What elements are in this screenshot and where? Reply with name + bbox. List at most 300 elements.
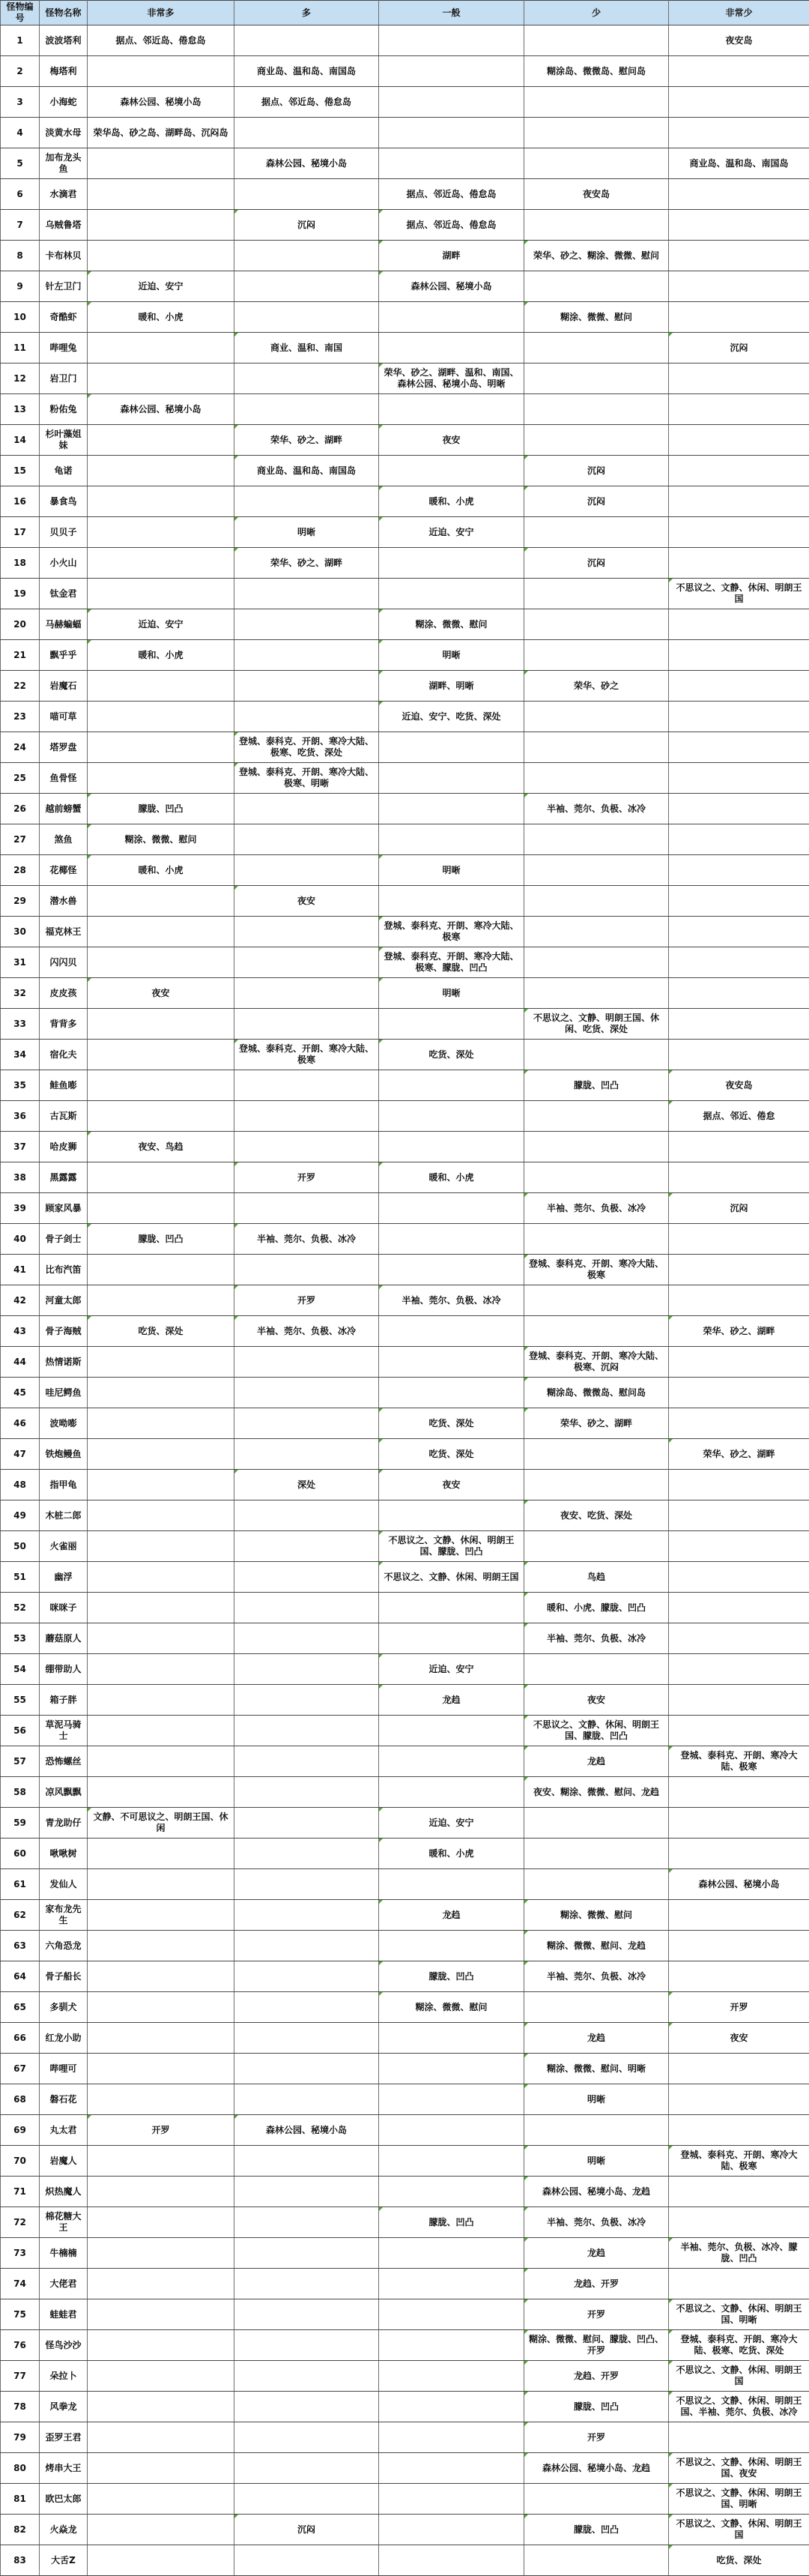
freq-normal-cell[interactable]: 荣华、砂之、湖畔、温和、南国、森林公园、秘境小岛、明晰 <box>379 364 524 394</box>
freq-very-few-cell[interactable] <box>669 2269 809 2299</box>
monster-name-cell[interactable]: 草泥马骑士 <box>40 1716 88 1746</box>
freq-very-few-cell[interactable] <box>669 1562 809 1593</box>
freq-very-few-cell[interactable] <box>669 1808 809 1839</box>
freq-few-cell[interactable] <box>524 1654 669 1685</box>
freq-very-many-cell[interactable]: 暖和、小虎 <box>88 302 234 333</box>
freq-very-many-cell[interactable] <box>88 2484 234 2515</box>
monster-name-cell[interactable]: 飘乎乎 <box>40 640 88 671</box>
freq-few-cell[interactable] <box>524 118 669 148</box>
freq-normal-cell[interactable] <box>379 2422 524 2453</box>
freq-normal-cell[interactable] <box>379 25 524 56</box>
freq-many-cell[interactable] <box>234 2361 379 2392</box>
freq-normal-cell[interactable] <box>379 1777 524 1808</box>
monster-id-cell[interactable]: 33 <box>1 1009 40 1040</box>
freq-few-cell[interactable]: 朦胧、凹凸 <box>524 2515 669 2545</box>
monster-id-cell[interactable]: 50 <box>1 1531 40 1562</box>
monster-name-cell[interactable]: 发仙人 <box>40 1869 88 1900</box>
freq-normal-cell[interactable] <box>379 1070 524 1101</box>
monster-name-cell[interactable]: 铁炮鳗鱼 <box>40 1439 88 1470</box>
freq-normal-cell[interactable] <box>379 732 524 763</box>
freq-very-many-cell[interactable] <box>88 1685 234 1716</box>
freq-very-few-cell[interactable] <box>669 763 809 794</box>
freq-very-few-cell[interactable] <box>669 794 809 824</box>
monster-name-cell[interactable]: 蛙蛙君 <box>40 2299 88 2330</box>
freq-few-cell[interactable]: 朦胧、凹凸 <box>524 1070 669 1101</box>
freq-many-cell[interactable] <box>234 271 379 302</box>
monster-name-cell[interactable]: 卡布林贝 <box>40 241 88 271</box>
freq-very-few-cell[interactable] <box>669 1408 809 1439</box>
freq-many-cell[interactable] <box>234 1562 379 1593</box>
monster-id-cell[interactable]: 7 <box>1 210 40 241</box>
freq-few-cell[interactable]: 半袖、莞尔、负极、冰冷 <box>524 1623 669 1654</box>
freq-very-few-cell[interactable] <box>669 1839 809 1869</box>
freq-many-cell[interactable] <box>234 917 379 947</box>
monster-name-cell[interactable]: 哇尼鳄鱼 <box>40 1378 88 1408</box>
freq-very-few-cell[interactable] <box>669 87 809 118</box>
freq-few-cell[interactable]: 森林公园、秘境小岛、龙趋 <box>524 2177 669 2207</box>
freq-many-cell[interactable]: 登城、泰科克、开朗、寒冷大陆、极寒、明晰 <box>234 763 379 794</box>
freq-normal-cell[interactable] <box>379 2299 524 2330</box>
freq-few-cell[interactable] <box>524 517 669 548</box>
freq-very-few-cell[interactable] <box>669 394 809 425</box>
freq-many-cell[interactable]: 商业岛、温和岛、南国岛 <box>234 456 379 486</box>
freq-very-few-cell[interactable] <box>669 886 809 917</box>
freq-very-few-cell[interactable] <box>669 917 809 947</box>
monster-id-cell[interactable]: 27 <box>1 824 40 855</box>
freq-few-cell[interactable]: 登城、泰科克、开朗、寒冷大陆、极寒 <box>524 1255 669 1285</box>
freq-many-cell[interactable] <box>234 486 379 517</box>
freq-normal-cell[interactable]: 明晰 <box>379 855 524 886</box>
monster-id-cell[interactable]: 68 <box>1 2084 40 2115</box>
monster-name-cell[interactable]: 怪鸟沙沙 <box>40 2330 88 2361</box>
freq-very-few-cell[interactable] <box>669 947 809 978</box>
freq-many-cell[interactable]: 据点、邻近岛、倦怠岛 <box>234 87 379 118</box>
monster-id-cell[interactable]: 46 <box>1 1408 40 1439</box>
freq-many-cell[interactable] <box>234 1623 379 1654</box>
freq-few-cell[interactable] <box>524 1531 669 1562</box>
freq-very-many-cell[interactable] <box>88 1285 234 1316</box>
freq-many-cell[interactable] <box>234 1992 379 2023</box>
monster-id-cell[interactable]: 44 <box>1 1347 40 1378</box>
monster-name-cell[interactable]: 顾家风暴 <box>40 1193 88 1224</box>
monster-id-cell[interactable]: 22 <box>1 671 40 702</box>
monster-id-cell[interactable]: 64 <box>1 1961 40 1992</box>
freq-normal-cell[interactable]: 夜安 <box>379 425 524 456</box>
freq-many-cell[interactable]: 开罗 <box>234 1285 379 1316</box>
freq-very-many-cell[interactable] <box>88 1070 234 1101</box>
freq-very-few-cell[interactable] <box>669 1040 809 1070</box>
freq-very-many-cell[interactable]: 暖和、小虎 <box>88 640 234 671</box>
freq-many-cell[interactable] <box>234 1009 379 1040</box>
monster-name-cell[interactable]: 红龙小助 <box>40 2023 88 2054</box>
freq-normal-cell[interactable] <box>379 763 524 794</box>
freq-normal-cell[interactable]: 近迫、安宁 <box>379 1654 524 1685</box>
monster-id-cell[interactable]: 78 <box>1 2392 40 2422</box>
freq-normal-cell[interactable] <box>379 2484 524 2515</box>
freq-very-few-cell[interactable] <box>669 1961 809 1992</box>
freq-normal-cell[interactable] <box>379 2146 524 2177</box>
monster-name-cell[interactable]: 背背多 <box>40 1009 88 1040</box>
freq-very-few-cell[interactable]: 沉闷 <box>669 1193 809 1224</box>
freq-normal-cell[interactable] <box>379 1716 524 1746</box>
freq-very-few-cell[interactable]: 登城、泰科克、开朗、寒冷大陆、极寒 <box>669 2146 809 2177</box>
freq-normal-cell[interactable]: 夜安 <box>379 1470 524 1500</box>
freq-normal-cell[interactable]: 近迫、安宁 <box>379 1808 524 1839</box>
freq-very-many-cell[interactable]: 夜安、鸟趋 <box>88 1132 234 1162</box>
freq-many-cell[interactable]: 夜安 <box>234 886 379 917</box>
freq-many-cell[interactable]: 登城、泰科克、开朗、寒冷大陆、极寒 <box>234 1040 379 1070</box>
monster-id-cell[interactable]: 49 <box>1 1500 40 1531</box>
monster-name-cell[interactable]: 塔罗盘 <box>40 732 88 763</box>
freq-very-few-cell[interactable] <box>669 1470 809 1500</box>
freq-very-few-cell[interactable] <box>669 2084 809 2115</box>
freq-very-many-cell[interactable]: 朦胧、凹凸 <box>88 1224 234 1255</box>
freq-many-cell[interactable] <box>234 2084 379 2115</box>
freq-very-few-cell[interactable] <box>669 671 809 702</box>
freq-very-many-cell[interactable] <box>88 1961 234 1992</box>
freq-many-cell[interactable]: 深处 <box>234 1470 379 1500</box>
freq-very-few-cell[interactable]: 夜安 <box>669 2023 809 2054</box>
monster-id-cell[interactable]: 14 <box>1 425 40 456</box>
freq-many-cell[interactable] <box>234 1961 379 1992</box>
freq-normal-cell[interactable]: 森林公园、秘境小岛 <box>379 271 524 302</box>
freq-very-few-cell[interactable]: 吃货、深处 <box>669 2545 809 2576</box>
freq-very-few-cell[interactable] <box>669 2054 809 2084</box>
freq-very-few-cell[interactable] <box>669 2177 809 2207</box>
freq-very-many-cell[interactable] <box>88 1654 234 1685</box>
freq-very-few-cell[interactable] <box>669 640 809 671</box>
monster-name-cell[interactable]: 杉叶藻姐妹 <box>40 425 88 456</box>
monster-id-cell[interactable]: 66 <box>1 2023 40 2054</box>
freq-very-few-cell[interactable] <box>669 1654 809 1685</box>
monster-id-cell[interactable]: 34 <box>1 1040 40 1070</box>
freq-very-many-cell[interactable] <box>88 148 234 179</box>
freq-very-few-cell[interactable] <box>669 56 809 87</box>
freq-very-many-cell[interactable] <box>88 1500 234 1531</box>
freq-few-cell[interactable] <box>524 1869 669 1900</box>
monster-id-cell[interactable]: 39 <box>1 1193 40 1224</box>
monster-id-cell[interactable]: 71 <box>1 2177 40 2207</box>
monster-id-cell[interactable]: 67 <box>1 2054 40 2084</box>
monster-name-cell[interactable]: 骨子海贼 <box>40 1316 88 1347</box>
freq-normal-cell[interactable] <box>379 886 524 917</box>
freq-very-many-cell[interactable] <box>88 1162 234 1193</box>
monster-id-cell[interactable]: 3 <box>1 87 40 118</box>
freq-few-cell[interactable]: 荣华、砂之、糊涂、微微、慰问 <box>524 241 669 271</box>
freq-normal-cell[interactable]: 不思议之、文静、休闲、明朗王国 <box>379 1562 524 1593</box>
monster-name-cell[interactable]: 皮皮孩 <box>40 978 88 1009</box>
freq-normal-cell[interactable]: 明晰 <box>379 978 524 1009</box>
freq-normal-cell[interactable] <box>379 87 524 118</box>
freq-normal-cell[interactable] <box>379 2515 524 2545</box>
freq-few-cell[interactable] <box>524 333 669 364</box>
monster-name-cell[interactable]: 热情诺斯 <box>40 1347 88 1378</box>
freq-normal-cell[interactable] <box>379 2545 524 2576</box>
monster-id-cell[interactable]: 40 <box>1 1224 40 1255</box>
freq-few-cell[interactable]: 龙趋 <box>524 2023 669 2054</box>
freq-few-cell[interactable] <box>524 2115 669 2146</box>
monster-id-cell[interactable]: 12 <box>1 364 40 394</box>
monster-id-cell[interactable]: 65 <box>1 1992 40 2023</box>
freq-very-few-cell[interactable] <box>669 1255 809 1285</box>
freq-normal-cell[interactable]: 龙趋 <box>379 1685 524 1716</box>
freq-few-cell[interactable]: 半袖、莞尔、负极、冰冷 <box>524 794 669 824</box>
freq-very-few-cell[interactable] <box>669 1931 809 1961</box>
freq-very-many-cell[interactable] <box>88 179 234 210</box>
freq-many-cell[interactable] <box>234 2422 379 2453</box>
freq-few-cell[interactable] <box>524 425 669 456</box>
freq-very-few-cell[interactable] <box>669 548 809 579</box>
monster-id-cell[interactable]: 36 <box>1 1101 40 1132</box>
freq-normal-cell[interactable] <box>379 1593 524 1623</box>
freq-few-cell[interactable] <box>524 886 669 917</box>
freq-normal-cell[interactable] <box>379 2361 524 2392</box>
freq-very-few-cell[interactable] <box>669 210 809 241</box>
freq-many-cell[interactable] <box>234 302 379 333</box>
freq-normal-cell[interactable]: 近迫、安宁 <box>379 517 524 548</box>
monster-name-cell[interactable]: 箱子胖 <box>40 1685 88 1716</box>
monster-name-cell[interactable]: 乌贼鲁塔 <box>40 210 88 241</box>
freq-few-cell[interactable] <box>524 1439 669 1470</box>
freq-few-cell[interactable] <box>524 978 669 1009</box>
freq-normal-cell[interactable] <box>379 2084 524 2115</box>
monster-name-cell[interactable]: 波呦嘭 <box>40 1408 88 1439</box>
freq-many-cell[interactable] <box>234 978 379 1009</box>
freq-normal-cell[interactable] <box>379 548 524 579</box>
freq-very-many-cell[interactable] <box>88 702 234 732</box>
freq-very-many-cell[interactable] <box>88 333 234 364</box>
freq-many-cell[interactable]: 商业、温和、南国 <box>234 333 379 364</box>
freq-very-few-cell[interactable] <box>669 1162 809 1193</box>
freq-many-cell[interactable] <box>234 855 379 886</box>
freq-normal-cell[interactable] <box>379 1347 524 1378</box>
freq-normal-cell[interactable]: 近迫、安宁、吃货、深处 <box>379 702 524 732</box>
freq-normal-cell[interactable] <box>379 1316 524 1347</box>
freq-many-cell[interactable] <box>234 579 379 609</box>
freq-many-cell[interactable] <box>234 2299 379 2330</box>
freq-few-cell[interactable]: 糊涂、微微、慰问、明晰 <box>524 2054 669 2084</box>
freq-few-cell[interactable]: 糊涂岛、微微岛、慰问岛 <box>524 56 669 87</box>
monster-name-cell[interactable]: 哔哩可 <box>40 2054 88 2084</box>
freq-few-cell[interactable]: 沉闷 <box>524 548 669 579</box>
freq-few-cell[interactable]: 夜安 <box>524 1685 669 1716</box>
freq-normal-cell[interactable] <box>379 579 524 609</box>
freq-normal-cell[interactable]: 吃货、深处 <box>379 1439 524 1470</box>
freq-very-few-cell[interactable]: 不思议之、文静、休闲、明朗王国、半袖、莞尔、负极、冰冷 <box>669 2392 809 2422</box>
monster-name-cell[interactable]: 炽热魔人 <box>40 2177 88 2207</box>
monster-id-cell[interactable]: 43 <box>1 1316 40 1347</box>
freq-very-many-cell[interactable] <box>88 1347 234 1378</box>
monster-id-cell[interactable]: 77 <box>1 2361 40 2392</box>
freq-many-cell[interactable] <box>234 1839 379 1869</box>
freq-few-cell[interactable] <box>524 640 669 671</box>
monster-name-cell[interactable]: 龟诺 <box>40 456 88 486</box>
freq-many-cell[interactable] <box>234 1132 379 1162</box>
monster-name-cell[interactable]: 绷带助人 <box>40 1654 88 1685</box>
freq-very-many-cell[interactable] <box>88 1408 234 1439</box>
monster-name-cell[interactable]: 哔哩兔 <box>40 333 88 364</box>
monster-name-cell[interactable]: 煞鱼 <box>40 824 88 855</box>
freq-normal-cell[interactable] <box>379 1746 524 1777</box>
freq-few-cell[interactable]: 半袖、莞尔、负极、冰冷 <box>524 1193 669 1224</box>
monster-name-cell[interactable]: 福克林王 <box>40 917 88 947</box>
monster-id-cell[interactable]: 58 <box>1 1777 40 1808</box>
monster-name-cell[interactable]: 花椰怪 <box>40 855 88 886</box>
freq-few-cell[interactable] <box>524 1040 669 1070</box>
freq-few-cell[interactable] <box>524 824 669 855</box>
freq-normal-cell[interactable]: 湖畔、明晰 <box>379 671 524 702</box>
freq-very-many-cell[interactable]: 夜安 <box>88 978 234 1009</box>
freq-few-cell[interactable]: 龙趋、开罗 <box>524 2269 669 2299</box>
monster-name-cell[interactable]: 棉花糖大王 <box>40 2207 88 2238</box>
freq-normal-cell[interactable]: 登城、泰科克、开朗、寒冷大陆、极寒 <box>379 917 524 947</box>
monster-id-cell[interactable]: 30 <box>1 917 40 947</box>
monster-name-cell[interactable]: 恐怖螺丝 <box>40 1746 88 1777</box>
freq-very-many-cell[interactable] <box>88 1562 234 1593</box>
freq-few-cell[interactable] <box>524 1808 669 1839</box>
freq-few-cell[interactable] <box>524 1224 669 1255</box>
freq-few-cell[interactable]: 开罗 <box>524 2299 669 2330</box>
freq-very-many-cell[interactable]: 文静、不可思议之、明朗王国、休闲 <box>88 1808 234 1839</box>
freq-very-few-cell[interactable]: 荣华、砂之、湖畔 <box>669 1316 809 1347</box>
monster-id-cell[interactable]: 19 <box>1 579 40 609</box>
freq-normal-cell[interactable]: 糊涂、微微、慰问 <box>379 1992 524 2023</box>
freq-very-many-cell[interactable] <box>88 2023 234 2054</box>
monster-name-cell[interactable]: 青龙助仔 <box>40 1808 88 1839</box>
monster-name-cell[interactable]: 歪罗王君 <box>40 2422 88 2453</box>
freq-normal-cell[interactable] <box>379 2269 524 2299</box>
freq-very-few-cell[interactable]: 沉闷 <box>669 333 809 364</box>
freq-normal-cell[interactable] <box>379 1224 524 1255</box>
monster-name-cell[interactable]: 火雀丽 <box>40 1531 88 1562</box>
freq-normal-cell[interactable] <box>379 1193 524 1224</box>
freq-very-few-cell[interactable] <box>669 1777 809 1808</box>
freq-normal-cell[interactable] <box>379 1378 524 1408</box>
freq-normal-cell[interactable] <box>379 2115 524 2146</box>
freq-very-many-cell[interactable] <box>88 2207 234 2238</box>
monster-id-cell[interactable]: 5 <box>1 148 40 179</box>
monster-id-cell[interactable]: 37 <box>1 1132 40 1162</box>
monster-id-cell[interactable]: 15 <box>1 456 40 486</box>
monster-id-cell[interactable]: 76 <box>1 2330 40 2361</box>
freq-few-cell[interactable]: 半袖、莞尔、负极、冰冷 <box>524 1961 669 1992</box>
freq-normal-cell[interactable] <box>379 456 524 486</box>
freq-few-cell[interactable]: 荣华、砂之 <box>524 671 669 702</box>
monster-id-cell[interactable]: 31 <box>1 947 40 978</box>
freq-very-few-cell[interactable] <box>669 1900 809 1931</box>
freq-many-cell[interactable] <box>234 179 379 210</box>
monster-name-cell[interactable]: 小火山 <box>40 548 88 579</box>
monster-name-cell[interactable]: 黑露露 <box>40 1162 88 1193</box>
freq-few-cell[interactable]: 不思议之、文静、休闲、明朗王国、朦胧、凹凸 <box>524 1716 669 1746</box>
freq-very-few-cell[interactable]: 不思议之、文静、休闲、明朗王国、明晰 <box>669 2299 809 2330</box>
freq-very-few-cell[interactable] <box>669 2115 809 2146</box>
monster-name-cell[interactable]: 闪闪贝 <box>40 947 88 978</box>
freq-very-few-cell[interactable] <box>669 517 809 548</box>
freq-few-cell[interactable] <box>524 148 669 179</box>
freq-very-few-cell[interactable] <box>669 425 809 456</box>
monster-id-cell[interactable]: 72 <box>1 2207 40 2238</box>
freq-very-many-cell[interactable]: 森林公园、秘境小岛 <box>88 394 234 425</box>
freq-normal-cell[interactable] <box>379 2023 524 2054</box>
freq-very-few-cell[interactable]: 夜安岛 <box>669 25 809 56</box>
freq-very-few-cell[interactable]: 不思议之、文静、休闲、明朗王国、夜安 <box>669 2453 809 2484</box>
freq-very-many-cell[interactable] <box>88 56 234 87</box>
freq-many-cell[interactable] <box>234 1193 379 1224</box>
monster-name-cell[interactable]: 小海蛇 <box>40 87 88 118</box>
freq-normal-cell[interactable] <box>379 56 524 87</box>
freq-few-cell[interactable]: 糊涂岛、微微岛、慰问岛 <box>524 1378 669 1408</box>
monster-name-cell[interactable]: 蘑菇原人 <box>40 1623 88 1654</box>
freq-normal-cell[interactable]: 湖畔 <box>379 241 524 271</box>
freq-normal-cell[interactable]: 登城、泰科克、开朗、寒冷大陆、极寒、朦胧、凹凸 <box>379 947 524 978</box>
freq-very-few-cell[interactable] <box>669 1285 809 1316</box>
monster-name-cell[interactable]: 水滴君 <box>40 179 88 210</box>
freq-few-cell[interactable] <box>524 2484 669 2515</box>
freq-normal-cell[interactable]: 糊涂、微微、慰问 <box>379 609 524 640</box>
freq-many-cell[interactable] <box>234 1500 379 1531</box>
freq-normal-cell[interactable]: 暖和、小虎 <box>379 1839 524 1869</box>
freq-normal-cell[interactable]: 据点、邻近岛、倦怠岛 <box>379 179 524 210</box>
monster-id-cell[interactable]: 32 <box>1 978 40 1009</box>
monster-name-cell[interactable]: 越前螃蟹 <box>40 794 88 824</box>
monster-name-cell[interactable]: 磐石花 <box>40 2084 88 2115</box>
freq-many-cell[interactable] <box>234 1378 379 1408</box>
freq-many-cell[interactable] <box>234 25 379 56</box>
freq-many-cell[interactable] <box>234 2392 379 2422</box>
monster-name-cell[interactable]: 针左卫门 <box>40 271 88 302</box>
freq-few-cell[interactable]: 龙趋 <box>524 2238 669 2269</box>
freq-normal-cell[interactable] <box>379 2177 524 2207</box>
monster-name-cell[interactable]: 梅塔利 <box>40 56 88 87</box>
freq-normal-cell[interactable]: 朦胧、凹凸 <box>379 2207 524 2238</box>
freq-very-many-cell[interactable]: 糊涂、微微、慰问 <box>88 824 234 855</box>
freq-few-cell[interactable]: 登城、泰科克、开朗、寒冷大陆、极寒、沉闷 <box>524 1347 669 1378</box>
freq-many-cell[interactable] <box>234 1869 379 1900</box>
freq-very-few-cell[interactable]: 半袖、莞尔、负极、冰冷、朦胧、凹凸 <box>669 2238 809 2269</box>
freq-very-few-cell[interactable]: 登城、泰科克、开朗、寒冷大陆、极寒 <box>669 1746 809 1777</box>
monster-name-cell[interactable]: 奇酷虾 <box>40 302 88 333</box>
monster-name-cell[interactable]: 风拳龙 <box>40 2392 88 2422</box>
freq-very-many-cell[interactable] <box>88 1992 234 2023</box>
freq-very-few-cell[interactable] <box>669 609 809 640</box>
freq-very-few-cell[interactable] <box>669 732 809 763</box>
freq-few-cell[interactable]: 龙趋、开罗 <box>524 2361 669 2392</box>
monster-id-cell[interactable]: 11 <box>1 333 40 364</box>
freq-very-many-cell[interactable] <box>88 1439 234 1470</box>
freq-many-cell[interactable] <box>234 1746 379 1777</box>
freq-few-cell[interactable] <box>524 1132 669 1162</box>
freq-few-cell[interactable] <box>524 1470 669 1500</box>
monster-id-cell[interactable]: 74 <box>1 2269 40 2299</box>
freq-very-many-cell[interactable] <box>88 210 234 241</box>
freq-many-cell[interactable] <box>234 1777 379 1808</box>
monster-id-cell[interactable]: 21 <box>1 640 40 671</box>
monster-name-cell[interactable]: 岩魔石 <box>40 671 88 702</box>
monster-name-cell[interactable]: 淡黄水母 <box>40 118 88 148</box>
monster-id-cell[interactable]: 53 <box>1 1623 40 1654</box>
freq-very-many-cell[interactable] <box>88 517 234 548</box>
freq-few-cell[interactable]: 糊涂、微微、慰问、龙趋 <box>524 1931 669 1961</box>
freq-many-cell[interactable] <box>234 640 379 671</box>
freq-normal-cell[interactable] <box>379 2330 524 2361</box>
freq-very-many-cell[interactable]: 近迫、安宁 <box>88 271 234 302</box>
freq-very-few-cell[interactable] <box>669 1009 809 1040</box>
monster-id-cell[interactable]: 35 <box>1 1070 40 1101</box>
freq-very-many-cell[interactable] <box>88 1623 234 1654</box>
freq-many-cell[interactable]: 荣华、砂之、湖畔 <box>234 425 379 456</box>
freq-many-cell[interactable] <box>234 702 379 732</box>
